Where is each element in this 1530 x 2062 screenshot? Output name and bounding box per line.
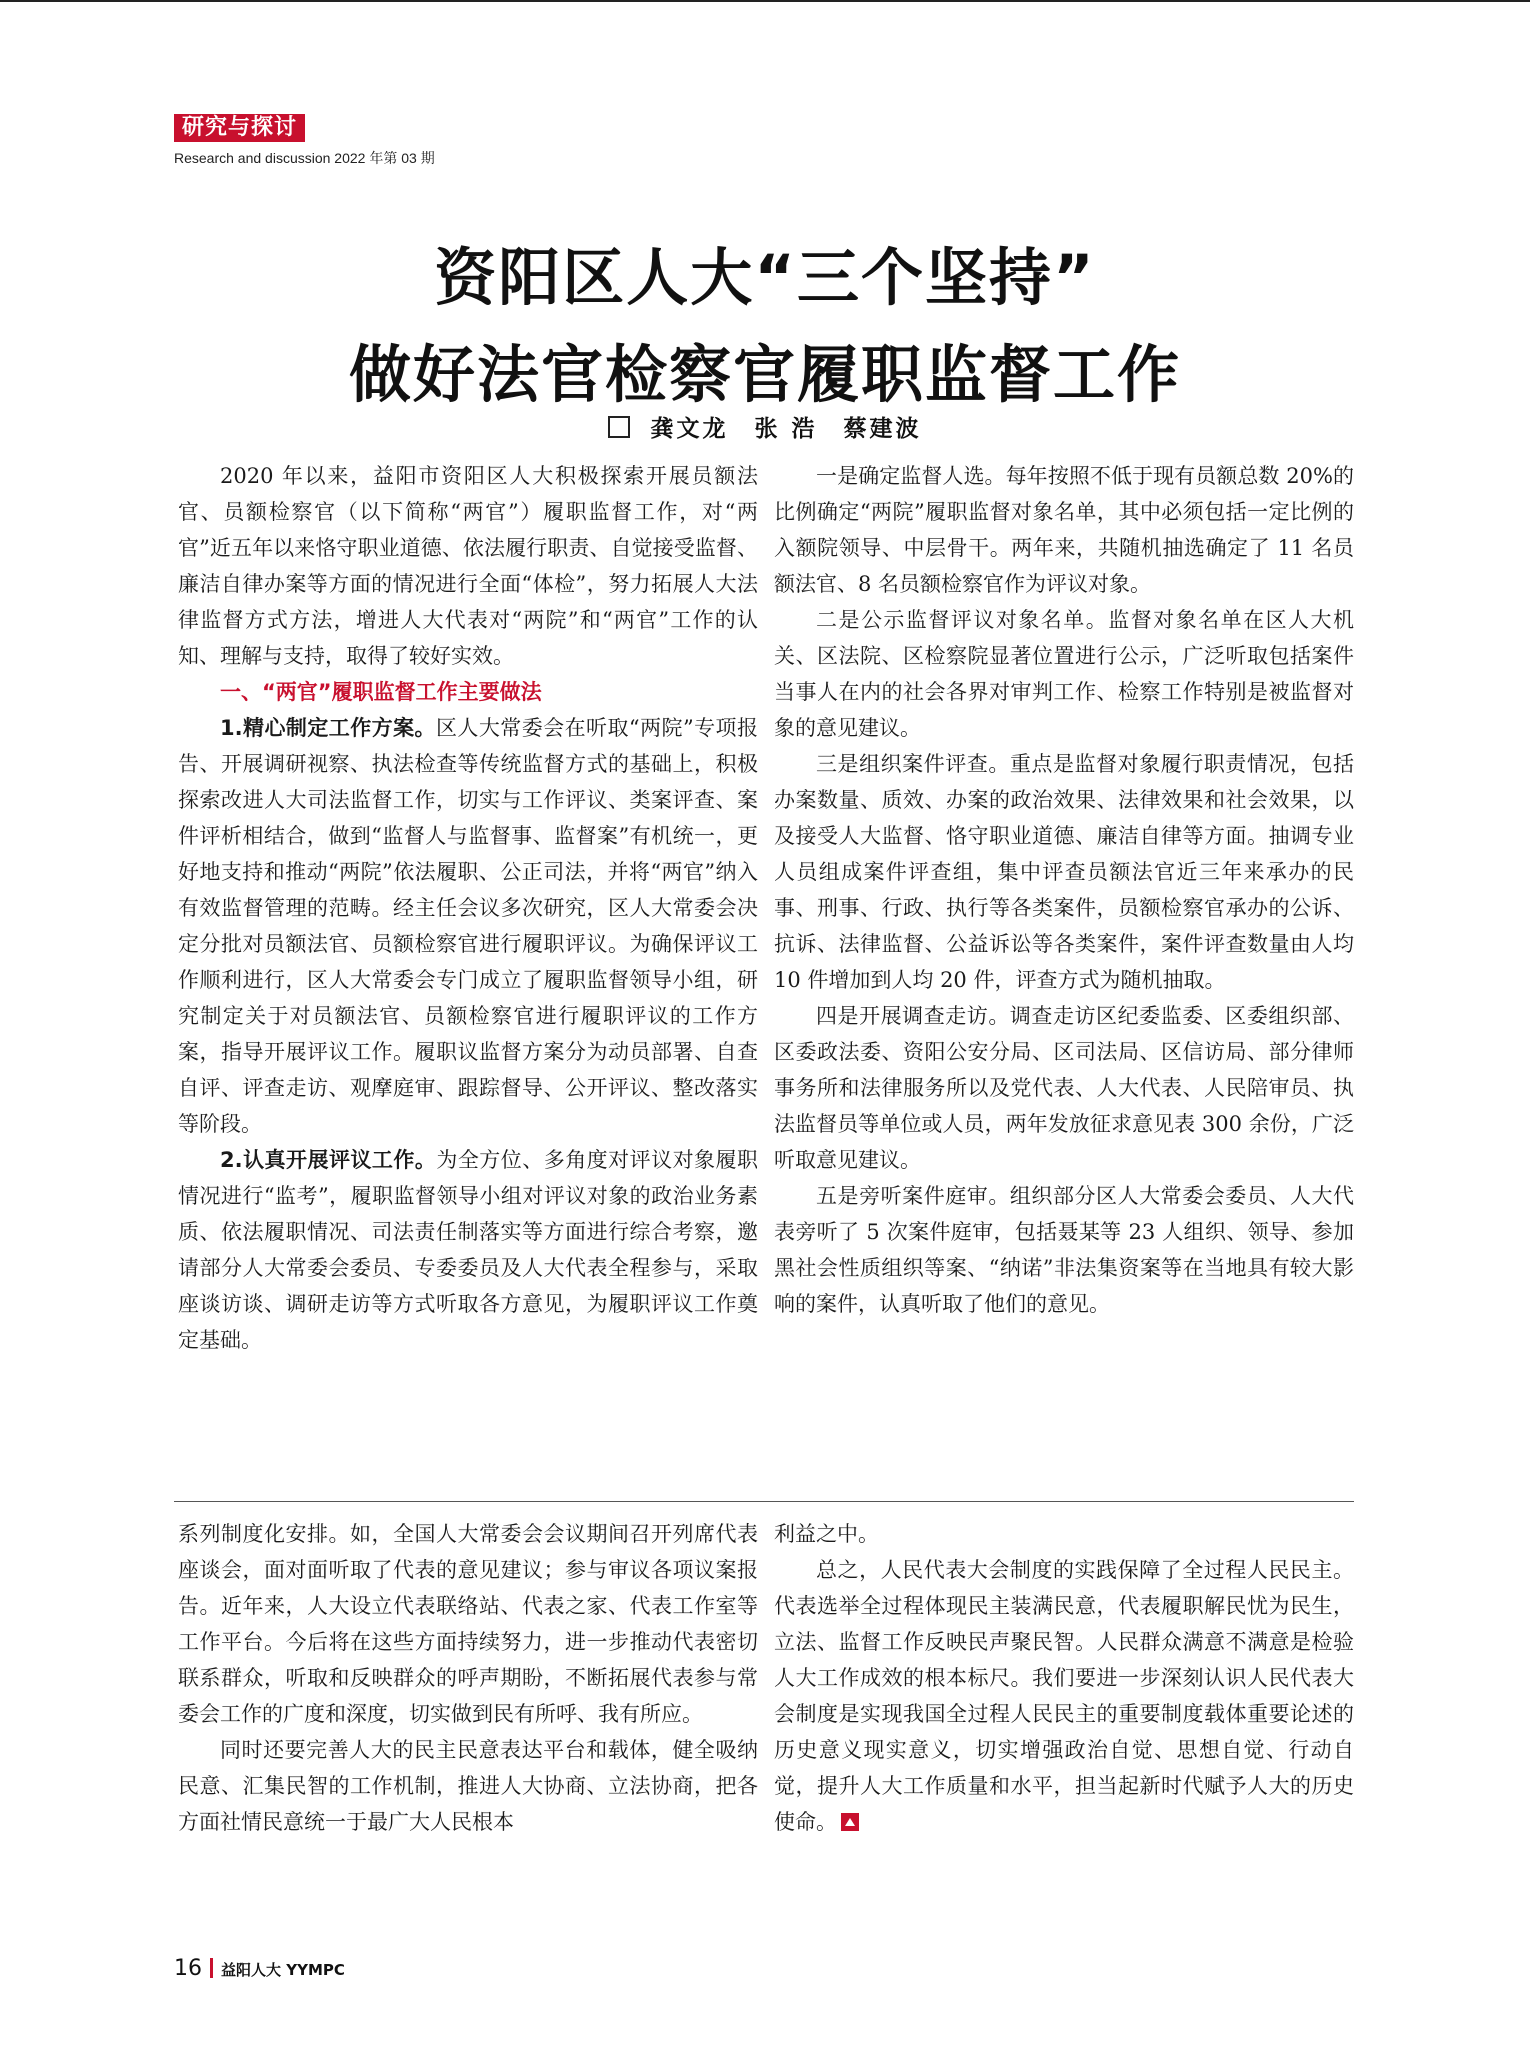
paragraph: 2020 年以来，益阳市资阳区人大积极探索开展员额法官、员额检察官（以下简称“两官”）履职监督工作，对“两官”近五年以来恪守职业道德、依法履行职责、自觉接受监督、廉洁自律办案等方面的情况进行全面“体检”，努力拓展人大法律监督方式方法，增进人大代表对“两院”和“两官”工作的认知、理解与支持，取得了较好实效。 <box>178 464 758 668</box>
paragraph: 一是确定监督人选。每年按照不低于现有员额总数 20%的比例确定“两院”履职监督对象名单，其中必须包括一定比例的入额院领导、中层骨干。两年来，共随机抽选确定了 11 名员额法官、8 名员额检察官作为评议对象。 <box>774 464 1354 596</box>
page-number: 16 <box>174 1956 202 1981</box>
end-mark-icon <box>841 1813 859 1831</box>
paragraph <box>774 1552 1354 1840</box>
column-2 <box>774 458 1354 1322</box>
column-3 <box>178 1516 758 1840</box>
section-heading: 一、“两官”履职监督工作主要做法 <box>220 680 542 704</box>
paragraph: 四是开展调查走访。调查走访区纪委监委、区委组织部、区委政法委、资阳公安分局、区司法局、区信访局、部分律师事务所和法律服务所以及党代表、人大代表、人民陪审员、执法监督员等单位或人员，两年发放征求意见表 300 余份，广泛听取意见建议。 <box>774 1004 1354 1172</box>
paragraph: 同时还要完善人大的民主民意表达平台和载体，健全吸纳民意、汇集民智的工作机制，推进人大协商、立法协商，把各方面社情民意统一于最广大人民根本 <box>178 1738 758 1834</box>
square-outline-icon <box>608 416 630 438</box>
article-title-line1: 资阳区人大“三个坚持” <box>434 241 1096 314</box>
magazine-name: 益阳人大 YYMPC <box>221 1961 345 1979</box>
divider <box>174 1501 1354 1502</box>
paragraph <box>178 1142 758 1358</box>
sub-heading: 2.认真开展评议工作。 <box>220 1148 437 1172</box>
paragraph: 五是旁听案件庭审。组织部分区人大常委会委员、人大代表旁听了 5 次案件庭审，包括聂某等 23 人组织、领导、参加黑社会性质组织等案、“纳诺”非法集资案等在当地具有较大影响的案件，认真听取了他们的意见。 <box>774 1184 1354 1316</box>
paragraph: 三是组织案件评查。重点是监督对象履行职责情况，包括办案数量、质效、办案的政治效果、法律效果和社会效果，以及接受人大监督、恪守职业道德、廉洁自律等方面。抽调专业人员组成案件评查组，集中评查员额法官近三年来承办的民事、刑事、行政、执行等各类案件，员额检察官承办的公诉、抗诉、法律监督、公益诉讼等各类案件，案件评查数量由人均 10 件增加到人均 20 件，评查方式为随机抽取。 <box>774 752 1354 992</box>
paragraph: 二是公示监督评议对象名单。监督对象名单在区人大机关、区法院、区检察院显著位置进行公示，广泛听取包括案件当事人在内的社会各界对审判工作、检察工作特别是被监督对象的意见建议。 <box>774 608 1354 740</box>
author-names: 龚文龙 张 浩 蔡建波 <box>650 416 922 442</box>
footer-divider <box>210 1958 213 1978</box>
column-1 <box>178 458 758 1358</box>
paragraph-body: 区人大常委会在听取“两院”专项报告、开展调研视察、执法检查等传统监督方式的基础上，积极探索改进人大司法监督工作，切实与工作评议、类案评查、案件评析相结合，做到“监督人与监督事、监督案”有机统一，更好地支持和推动“两院”依法履职、公正司法，并将“两官”纳入有效监督管理的范畴。经主任会议多次研究，区人大常委会决定分批对员额法官、员额检察官进行履职评议。为确保评议工作顺利进行，区人大常委会专门成立了履职监督领导小组，研究制定关于对员额法官、员额检察官进行履职评议的工作方案，指导开展评议工作。履职议监督方案分为动员部署、自查自评、评查走访、观摩庭审、跟踪督导、公开评议、整改落实等阶段。 <box>178 716 758 1136</box>
paragraph-body: 总之，人民代表大会制度的实践保障了全过程人民民主。代表选举全过程体现民主装满民意，代表履职解民忧为民生，立法、监督工作反映民声聚民智。人民群众满意不满意是检验人大工作成效的根本标尺。我们要进一步深刻认识人民代表大会制度是实现我国全过程人民民主的重要制度载体重要论述的历史意义现实意义，切实增强政治自觉、思想自觉、行动自觉，提升人大工作质量和水平，担当起新时代赋予人大的历史使命。 <box>774 1558 1354 1834</box>
article-title-line2: 做好法官检察官履职监督工作 <box>348 338 1181 411</box>
sub-heading: 1.精心制定工作方案。 <box>220 716 436 740</box>
top-rule <box>0 0 1530 2</box>
paragraph: 利益之中。 <box>774 1522 879 1546</box>
paragraph <box>178 710 758 1142</box>
paragraph: 系列制度化安排。如，全国人大常委会会议期间召开列席代表座谈会，面对面听取了代表的意见建议；参与审议各项议案报告。近年来，人大设立代表联络站、代表之家、代表工作室等工作平台。今后将在这些方面持续努力，进一步推动代表密切联系群众，听取和反映群众的呼声期盼，不断拓展代表参与常委会工作的广度和深度，切实做到民有所呼、我有所应。 <box>178 1522 758 1726</box>
section-tag: 研究与探讨 <box>174 114 305 142</box>
issue-line: Research and discussion 2022 年第 03 期 <box>174 150 435 166</box>
paragraph-body: 为全方位、多角度对评议对象履职情况进行“监考”，履职监督领导小组对评议对象的政治业务素质、依法履职情况、司法责任制落实等方面进行综合考察，邀请部分人大常委会委员、专委委员及人大代表全程参与，采取座谈访谈、调研走访等方式听取各方意见，为履职评议工作奠定基础。 <box>178 1148 758 1352</box>
authors <box>0 410 1530 443</box>
column-4 <box>774 1516 1354 1840</box>
page-footer <box>174 1956 345 1981</box>
